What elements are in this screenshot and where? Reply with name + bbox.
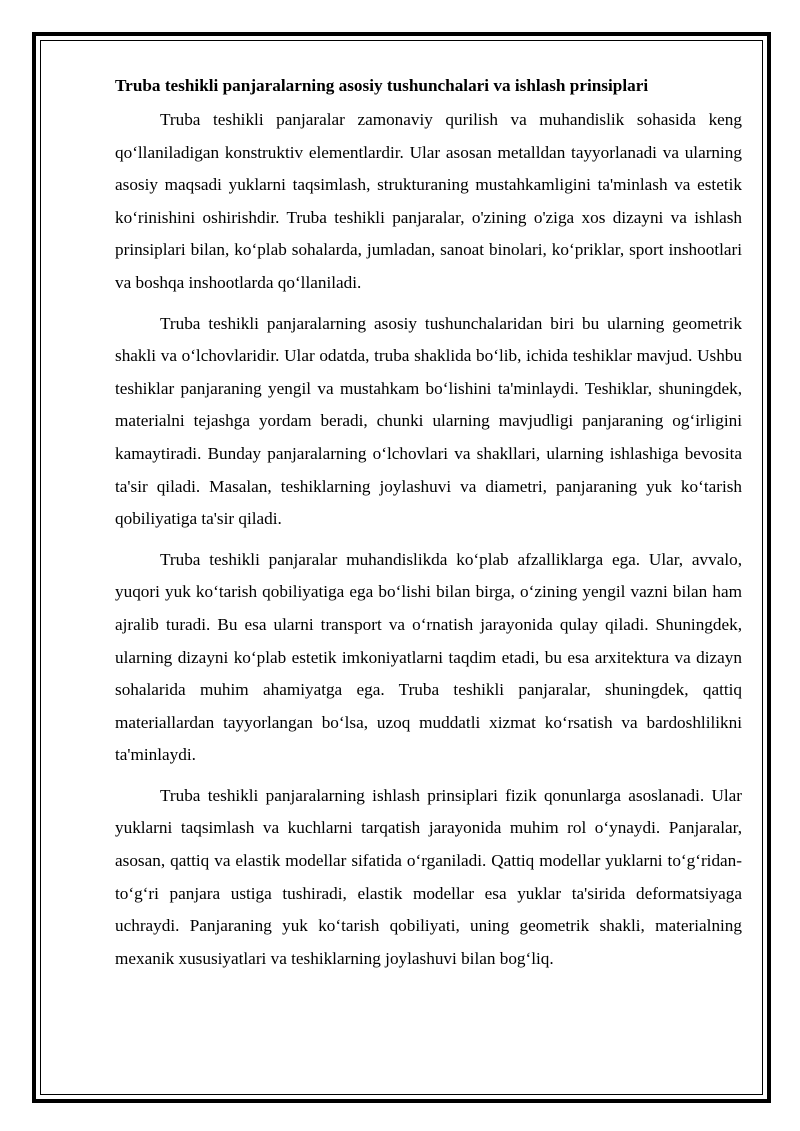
paragraph-2: Truba teshikli panjaralarning asosiy tushunchalaridan biri bu ularning geometrik shakli va o‘lchovlaridir. Ular odatda, truba shaklida bo‘lib, ichida teshiklar mavjud. Ushbu teshiklar panjaraning yengil va mustahkam bo‘lishini ta'minlaydi. Teshiklar, shuningdek, materialni tejashga yordam beradi, chunki ularning mavjudligi panjaraning og‘irligini kamaytiradi. Bunday panjaralarning o‘lchovlari va shakllari, ularning ishlashiga bevosita ta'sir qiladi. Masalan, teshiklarning joylashuvi va diametri, panjaraning yuk ko‘tarish qobiliyatiga ta'sir qiladi. — [115, 313, 742, 529]
document-title: Truba teshikli panjaralarning asosiy tushunchalari va ishlash prinsiplari — [115, 76, 649, 95]
paragraph-1: Truba teshikli panjaralar zamonaviy qurilish va muhandislik sohasida keng qo‘llaniladigan konstruktiv elementlardir. Ular asosan metalldan tayyorlanadi va ularning asosiy maqsadi yuklarni taqsimlash, strukturaning mustahkamligini ta'minlash va estetik ko‘rinishini oshirishdir. Truba teshikli panjaralar, o'zining o'ziga xos dizayni va ishlash prinsiplari bilan, ko‘plab sohalarda, jumladan, sanoat binolari, ko‘priklar, sport inshootlari va boshqa inshootlarda qo‘llaniladi. — [115, 110, 742, 292]
paragraph-3: Truba teshikli panjaralar muhandislikda ko‘plab afzalliklarga ega. Ular, avvalo, yuqori yuk ko‘tarish qobiliyatiga ega bo‘lishi bilan birga, o‘zining yengil vazni bilan ham ajralib turadi. Bu esa ularni transport va o‘rnatish jarayonida qulay qiladi. Shuningdek, ularning dizayni ko‘plab estetik imkoniyatlarni taqdim etadi, bu esa arxitektura va dizayn sohalarida muhim ahamiyatga ega. Truba teshikli panjaralar, shuningdek, qattiq materiallardan tayyorlangan bo‘lsa, uzoq muddatli xizmat ko‘rsatish va bardoshlilikni ta'minlaydi. — [115, 549, 742, 765]
document-body — [115, 74, 742, 983]
paragraph-4: Truba teshikli panjaralarning ishlash prinsiplari fizik qonunlarga asoslanadi. Ular yuklarni taqsimlash va kuchlarni tarqatish jarayonida muhim rol o‘ynaydi. Panjaralar, asosan, qattiq va elastik modellar sifatida o‘rganiladi. Qattiq modellar yuklarni to‘g‘ridan-to‘g‘ri panjara ustiga tushiradi, elastik modellar esa yuklar ta'sirida deformatsiyaga uchraydi. Panjaraning yuk ko‘tarish qobiliyati, uning geometrik shakli, materialning mexanik xususiyatlari va teshiklarning joylashuvi bilan bog‘liq. — [115, 785, 742, 968]
